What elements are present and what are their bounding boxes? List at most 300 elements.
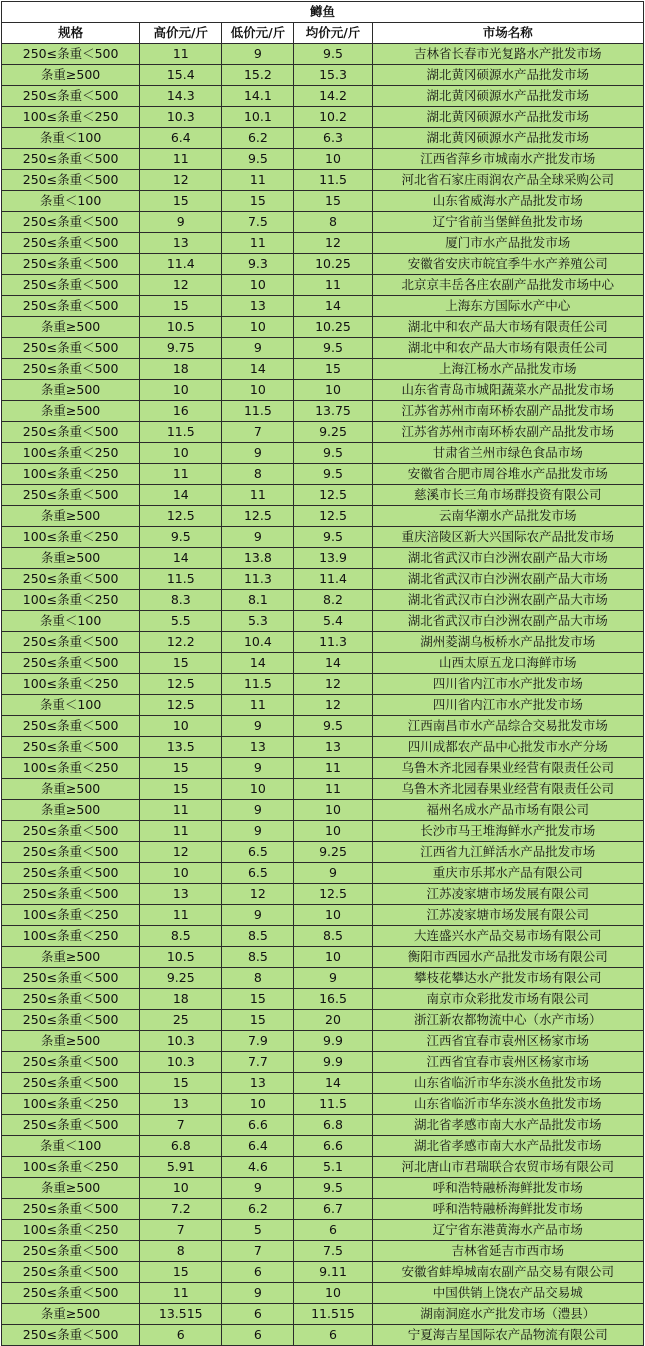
cell-low-price: 12 bbox=[222, 884, 294, 905]
cell-avg-price: 6 bbox=[294, 1325, 372, 1346]
cell-market: 湖北省武汉市白沙洲农副产品大市场 bbox=[372, 548, 643, 569]
table-row bbox=[2, 779, 644, 800]
cell-spec: 250≤条重＜500 bbox=[2, 359, 140, 380]
cell-market: 山东省临沂市华东淡水鱼批发市场 bbox=[372, 1073, 643, 1094]
table-row bbox=[2, 338, 644, 359]
cell-market: 上海江杨水产品批发市场 bbox=[372, 359, 643, 380]
table-row bbox=[2, 653, 644, 674]
cell-spec: 250≤条重＜500 bbox=[2, 1052, 140, 1073]
cell-spec: 250≤条重＜500 bbox=[2, 1262, 140, 1283]
cell-spec: 250≤条重＜500 bbox=[2, 275, 140, 296]
cell-spec: 条重≥500 bbox=[2, 779, 140, 800]
cell-market: 江西省宜春市袁州区杨家市场 bbox=[372, 1052, 643, 1073]
table-row bbox=[2, 1220, 644, 1241]
cell-high-price: 12 bbox=[140, 275, 222, 296]
cell-low-price: 9 bbox=[222, 905, 294, 926]
cell-avg-price: 10 bbox=[294, 1283, 372, 1304]
cell-low-price: 5.3 bbox=[222, 611, 294, 632]
cell-spec: 250≤条重＜500 bbox=[2, 1010, 140, 1031]
cell-spec: 250≤条重＜500 bbox=[2, 884, 140, 905]
cell-low-price: 7.7 bbox=[222, 1052, 294, 1073]
table-row bbox=[2, 44, 644, 65]
cell-market: 山西太原五龙口海鲜市场 bbox=[372, 653, 643, 674]
cell-high-price: 11.5 bbox=[140, 569, 222, 590]
cell-spec: 250≤条重＜500 bbox=[2, 233, 140, 254]
cell-spec: 100≤条重＜250 bbox=[2, 1157, 140, 1178]
cell-market: 湖北省武汉市白沙洲农副产品大市场 bbox=[372, 611, 643, 632]
cell-market: 湖南洞庭水产批发市场（澧县） bbox=[372, 1304, 643, 1325]
cell-avg-price: 10.25 bbox=[294, 317, 372, 338]
cell-low-price: 11.3 bbox=[222, 569, 294, 590]
cell-high-price: 13 bbox=[140, 1094, 222, 1115]
table-row bbox=[2, 422, 644, 443]
cell-low-price: 6.2 bbox=[222, 128, 294, 149]
cell-spec: 250≤条重＜500 bbox=[2, 716, 140, 737]
cell-spec: 250≤条重＜500 bbox=[2, 338, 140, 359]
table-row bbox=[2, 380, 644, 401]
table-row bbox=[2, 695, 644, 716]
cell-high-price: 10 bbox=[140, 716, 222, 737]
cell-spec: 250≤条重＜500 bbox=[2, 653, 140, 674]
cell-low-price: 11.5 bbox=[222, 401, 294, 422]
cell-low-price: 8 bbox=[222, 968, 294, 989]
cell-market: 乌鲁木齐北园春果业经营有限责任公司 bbox=[372, 758, 643, 779]
cell-market: 湖北黄冈硕源水产品批发市场 bbox=[372, 107, 643, 128]
header-low-price: 低价元/斤 bbox=[222, 23, 294, 44]
cell-spec: 100≤条重＜250 bbox=[2, 905, 140, 926]
cell-avg-price: 10 bbox=[294, 380, 372, 401]
cell-market: 湖北黄冈硕源水产品批发市场 bbox=[372, 86, 643, 107]
cell-high-price: 10 bbox=[140, 443, 222, 464]
cell-spec: 250≤条重＜500 bbox=[2, 737, 140, 758]
cell-spec: 条重≥500 bbox=[2, 65, 140, 86]
cell-avg-price: 14 bbox=[294, 653, 372, 674]
cell-spec: 250≤条重＜500 bbox=[2, 989, 140, 1010]
cell-avg-price: 9.5 bbox=[294, 464, 372, 485]
cell-avg-price: 11 bbox=[294, 779, 372, 800]
table-row bbox=[2, 443, 644, 464]
cell-low-price: 10 bbox=[222, 1094, 294, 1115]
cell-low-price: 10 bbox=[222, 317, 294, 338]
cell-market: 长沙市马王堆海鲜水产批发市场 bbox=[372, 821, 643, 842]
table-row bbox=[2, 968, 644, 989]
cell-spec: 250≤条重＜500 bbox=[2, 44, 140, 65]
cell-avg-price: 5.4 bbox=[294, 611, 372, 632]
table-row bbox=[2, 548, 644, 569]
cell-spec: 100≤条重＜250 bbox=[2, 758, 140, 779]
cell-market: 湖北黄冈硕源水产品批发市场 bbox=[372, 65, 643, 86]
cell-spec: 100≤条重＜250 bbox=[2, 527, 140, 548]
table-row bbox=[2, 569, 644, 590]
table-row bbox=[2, 926, 644, 947]
cell-market: 吉林省延吉市西市场 bbox=[372, 1241, 643, 1262]
cell-market: 江苏省苏州市南环桥农副产品批发市场 bbox=[372, 401, 643, 422]
cell-low-price: 9 bbox=[222, 443, 294, 464]
cell-low-price: 11 bbox=[222, 170, 294, 191]
table-row bbox=[2, 1073, 644, 1094]
cell-high-price: 15 bbox=[140, 1262, 222, 1283]
cell-market: 湖州菱湖乌板桥水产品批发市场 bbox=[372, 632, 643, 653]
cell-spec: 250≤条重＜500 bbox=[2, 1199, 140, 1220]
cell-high-price: 7 bbox=[140, 1220, 222, 1241]
cell-avg-price: 10 bbox=[294, 821, 372, 842]
table-row bbox=[2, 233, 644, 254]
cell-market: 中国供销上饶农产品交易城 bbox=[372, 1283, 643, 1304]
cell-avg-price: 14 bbox=[294, 1073, 372, 1094]
cell-high-price: 6.4 bbox=[140, 128, 222, 149]
cell-spec: 条重＜100 bbox=[2, 128, 140, 149]
cell-avg-price: 6.8 bbox=[294, 1115, 372, 1136]
cell-avg-price: 13.75 bbox=[294, 401, 372, 422]
cell-avg-price: 7.5 bbox=[294, 1241, 372, 1262]
table-row bbox=[2, 611, 644, 632]
cell-avg-price: 9 bbox=[294, 863, 372, 884]
cell-market: 辽宁省东港黄海水产品市场 bbox=[372, 1220, 643, 1241]
table-row bbox=[2, 863, 644, 884]
cell-spec: 250≤条重＜500 bbox=[2, 422, 140, 443]
cell-market: 江西南昌市水产品综合交易批发市场 bbox=[372, 716, 643, 737]
cell-market: 湖北中和农产品大市场有限责任公司 bbox=[372, 317, 643, 338]
cell-low-price: 13 bbox=[222, 296, 294, 317]
cell-low-price: 15 bbox=[222, 1010, 294, 1031]
cell-avg-price: 10 bbox=[294, 905, 372, 926]
table-row bbox=[2, 632, 644, 653]
cell-spec: 条重≥500 bbox=[2, 947, 140, 968]
cell-avg-price: 9.25 bbox=[294, 842, 372, 863]
cell-low-price: 7 bbox=[222, 422, 294, 443]
cell-market: 江苏凌家塘市场发展有限公司 bbox=[372, 884, 643, 905]
cell-spec: 条重≥500 bbox=[2, 401, 140, 422]
cell-low-price: 14.1 bbox=[222, 86, 294, 107]
cell-low-price: 6.6 bbox=[222, 1115, 294, 1136]
cell-high-price: 13.5 bbox=[140, 737, 222, 758]
cell-market: 慈溪市长三角市场群投资有限公司 bbox=[372, 485, 643, 506]
cell-low-price: 11.5 bbox=[222, 674, 294, 695]
cell-spec: 250≤条重＜500 bbox=[2, 842, 140, 863]
cell-spec: 条重≥500 bbox=[2, 1178, 140, 1199]
table-row bbox=[2, 401, 644, 422]
cell-spec: 250≤条重＜500 bbox=[2, 1241, 140, 1262]
table-row bbox=[2, 1136, 644, 1157]
cell-avg-price: 11 bbox=[294, 275, 372, 296]
cell-high-price: 10.3 bbox=[140, 1031, 222, 1052]
header-high-price: 高价元/斤 bbox=[140, 23, 222, 44]
cell-avg-price: 11.5 bbox=[294, 170, 372, 191]
table-row bbox=[2, 821, 644, 842]
cell-low-price: 8.5 bbox=[222, 947, 294, 968]
cell-avg-price: 11.4 bbox=[294, 569, 372, 590]
cell-market: 四川省内江市水产批发市场 bbox=[372, 674, 643, 695]
cell-low-price: 15.2 bbox=[222, 65, 294, 86]
cell-market: 攀枝花攀达水产批发市场有限公司 bbox=[372, 968, 643, 989]
table-row bbox=[2, 905, 644, 926]
cell-market: 上海东方国际水产中心 bbox=[372, 296, 643, 317]
cell-low-price: 6 bbox=[222, 1325, 294, 1346]
header-spec: 规格 bbox=[2, 23, 140, 44]
table-row bbox=[2, 149, 644, 170]
table-row bbox=[2, 170, 644, 191]
cell-market: 湖北省孝感市南大水产品批发市场 bbox=[372, 1136, 643, 1157]
table-row bbox=[2, 884, 644, 905]
cell-high-price: 10.5 bbox=[140, 947, 222, 968]
cell-avg-price: 14.2 bbox=[294, 86, 372, 107]
cell-low-price: 9 bbox=[222, 716, 294, 737]
cell-high-price: 5.91 bbox=[140, 1157, 222, 1178]
cell-spec: 条重≥500 bbox=[2, 317, 140, 338]
cell-spec: 250≤条重＜500 bbox=[2, 1283, 140, 1304]
title-row bbox=[2, 2, 644, 23]
cell-low-price: 6.5 bbox=[222, 863, 294, 884]
cell-market: 湖北中和农产品大市场有限责任公司 bbox=[372, 338, 643, 359]
cell-high-price: 11.4 bbox=[140, 254, 222, 275]
table-row bbox=[2, 1010, 644, 1031]
cell-spec: 100≤条重＜250 bbox=[2, 926, 140, 947]
cell-avg-price: 12.5 bbox=[294, 485, 372, 506]
cell-avg-price: 6.6 bbox=[294, 1136, 372, 1157]
cell-high-price: 15 bbox=[140, 779, 222, 800]
cell-avg-price: 12.5 bbox=[294, 506, 372, 527]
cell-market: 河北省石家庄雨润农产品全球采购公司 bbox=[372, 170, 643, 191]
cell-high-price: 15 bbox=[140, 1073, 222, 1094]
table-row bbox=[2, 1262, 644, 1283]
cell-market: 大连盛兴水产品交易市场有限公司 bbox=[372, 926, 643, 947]
table-row bbox=[2, 1199, 644, 1220]
cell-market: 呼和浩特融桥海鲜批发市场 bbox=[372, 1178, 643, 1199]
cell-market: 山东省青岛市城阳蔬菜水产品批发市场 bbox=[372, 380, 643, 401]
cell-low-price: 6.2 bbox=[222, 1199, 294, 1220]
cell-high-price: 6.8 bbox=[140, 1136, 222, 1157]
table-row bbox=[2, 716, 644, 737]
cell-avg-price: 10 bbox=[294, 800, 372, 821]
cell-avg-price: 14 bbox=[294, 296, 372, 317]
cell-market: 安徽省安庆市皖宜季牛水产养殖公司 bbox=[372, 254, 643, 275]
table-body bbox=[2, 44, 644, 1346]
table-row bbox=[2, 317, 644, 338]
cell-spec: 250≤条重＜500 bbox=[2, 632, 140, 653]
cell-market: 河北唐山市君瑞联合农贸市场有限公司 bbox=[372, 1157, 643, 1178]
cell-market: 乌鲁木齐北园春果业经营有限责任公司 bbox=[372, 779, 643, 800]
cell-market: 江苏省苏州市南环桥农副产品批发市场 bbox=[372, 422, 643, 443]
table-row bbox=[2, 1157, 644, 1178]
table-row bbox=[2, 1283, 644, 1304]
cell-low-price: 14 bbox=[222, 653, 294, 674]
table-row bbox=[2, 86, 644, 107]
cell-spec: 100≤条重＜250 bbox=[2, 107, 140, 128]
table-row bbox=[2, 1031, 644, 1052]
cell-avg-price: 8 bbox=[294, 212, 372, 233]
table-row bbox=[2, 275, 644, 296]
cell-avg-price: 9.5 bbox=[294, 443, 372, 464]
cell-market: 四川成都农产品中心批发市水产分场 bbox=[372, 737, 643, 758]
cell-market: 湖北省武汉市白沙洲农副产品大市场 bbox=[372, 569, 643, 590]
cell-low-price: 9.3 bbox=[222, 254, 294, 275]
table-row bbox=[2, 359, 644, 380]
table-row bbox=[2, 1052, 644, 1073]
cell-low-price: 7.9 bbox=[222, 1031, 294, 1052]
cell-low-price: 13 bbox=[222, 1073, 294, 1094]
cell-low-price: 4.6 bbox=[222, 1157, 294, 1178]
cell-high-price: 12.5 bbox=[140, 695, 222, 716]
cell-market: 福州名成水产品市场有限公司 bbox=[372, 800, 643, 821]
cell-spec: 条重＜100 bbox=[2, 611, 140, 632]
cell-avg-price: 12 bbox=[294, 233, 372, 254]
table-row bbox=[2, 107, 644, 128]
cell-avg-price: 20 bbox=[294, 1010, 372, 1031]
table-row bbox=[2, 1178, 644, 1199]
table-row bbox=[2, 674, 644, 695]
cell-spec: 250≤条重＜500 bbox=[2, 296, 140, 317]
table-row bbox=[2, 296, 644, 317]
cell-market: 安徽省蚌埠城南农副产品交易有限公司 bbox=[372, 1262, 643, 1283]
cell-low-price: 11 bbox=[222, 485, 294, 506]
cell-spec: 条重≥500 bbox=[2, 380, 140, 401]
cell-low-price: 7.5 bbox=[222, 212, 294, 233]
cell-avg-price: 12 bbox=[294, 695, 372, 716]
cell-market: 江西省九江鲜活水产品批发市场 bbox=[372, 842, 643, 863]
cell-avg-price: 6.7 bbox=[294, 1199, 372, 1220]
cell-high-price: 9.5 bbox=[140, 527, 222, 548]
table-row bbox=[2, 758, 644, 779]
cell-spec: 100≤条重＜250 bbox=[2, 464, 140, 485]
cell-high-price: 8.5 bbox=[140, 926, 222, 947]
cell-avg-price: 5.1 bbox=[294, 1157, 372, 1178]
cell-spec: 100≤条重＜250 bbox=[2, 674, 140, 695]
table-row bbox=[2, 464, 644, 485]
cell-high-price: 14 bbox=[140, 485, 222, 506]
cell-high-price: 11 bbox=[140, 464, 222, 485]
table-row bbox=[2, 989, 644, 1010]
cell-high-price: 10 bbox=[140, 380, 222, 401]
cell-low-price: 9 bbox=[222, 800, 294, 821]
cell-avg-price: 9.5 bbox=[294, 44, 372, 65]
cell-market: 北京京丰岳各庄农副产品批发市场中心 bbox=[372, 275, 643, 296]
cell-avg-price: 11.3 bbox=[294, 632, 372, 653]
cell-high-price: 15 bbox=[140, 653, 222, 674]
cell-avg-price: 10 bbox=[294, 947, 372, 968]
cell-spec: 条重＜100 bbox=[2, 191, 140, 212]
cell-avg-price: 9.11 bbox=[294, 1262, 372, 1283]
cell-low-price: 11 bbox=[222, 695, 294, 716]
cell-low-price: 13 bbox=[222, 737, 294, 758]
cell-high-price: 10.5 bbox=[140, 317, 222, 338]
cell-market: 安徽省合肥市周谷堆水产品批发市场 bbox=[372, 464, 643, 485]
cell-avg-price: 9.5 bbox=[294, 338, 372, 359]
cell-high-price: 10.3 bbox=[140, 107, 222, 128]
cell-market: 江苏凌家塘市场发展有限公司 bbox=[372, 905, 643, 926]
cell-low-price: 13.8 bbox=[222, 548, 294, 569]
cell-avg-price: 15 bbox=[294, 191, 372, 212]
cell-market: 山东省威海水产品批发市场 bbox=[372, 191, 643, 212]
cell-high-price: 9 bbox=[140, 212, 222, 233]
cell-market: 山东省临沂市华东淡水鱼批发市场 bbox=[372, 1094, 643, 1115]
cell-high-price: 11 bbox=[140, 905, 222, 926]
cell-market: 甘肃省兰州市绿色食品市场 bbox=[372, 443, 643, 464]
cell-high-price: 13 bbox=[140, 884, 222, 905]
cell-low-price: 7 bbox=[222, 1241, 294, 1262]
cell-low-price: 9.5 bbox=[222, 149, 294, 170]
cell-avg-price: 9.25 bbox=[294, 422, 372, 443]
cell-avg-price: 10.25 bbox=[294, 254, 372, 275]
cell-low-price: 15 bbox=[222, 191, 294, 212]
cell-market: 宁夏海吉星国际农产品物流有限公司 bbox=[372, 1325, 643, 1346]
cell-avg-price: 9 bbox=[294, 968, 372, 989]
cell-avg-price: 8.2 bbox=[294, 590, 372, 611]
cell-market: 江西省宜春市袁州区杨家市场 bbox=[372, 1031, 643, 1052]
table-row bbox=[2, 485, 644, 506]
cell-low-price: 14 bbox=[222, 359, 294, 380]
cell-avg-price: 10.2 bbox=[294, 107, 372, 128]
cell-low-price: 9 bbox=[222, 1178, 294, 1199]
cell-high-price: 11 bbox=[140, 821, 222, 842]
cell-spec: 100≤条重＜250 bbox=[2, 1094, 140, 1115]
cell-high-price: 9.25 bbox=[140, 968, 222, 989]
cell-avg-price: 12.5 bbox=[294, 884, 372, 905]
cell-high-price: 11 bbox=[140, 44, 222, 65]
cell-low-price: 6 bbox=[222, 1262, 294, 1283]
table-row bbox=[2, 527, 644, 548]
cell-low-price: 9 bbox=[222, 527, 294, 548]
cell-spec: 条重＜100 bbox=[2, 1136, 140, 1157]
cell-high-price: 10.3 bbox=[140, 1052, 222, 1073]
cell-avg-price: 12 bbox=[294, 674, 372, 695]
cell-market: 重庆涪陵区新大兴国际农产品批发市场 bbox=[372, 527, 643, 548]
cell-avg-price: 15.3 bbox=[294, 65, 372, 86]
cell-avg-price: 8.5 bbox=[294, 926, 372, 947]
cell-avg-price: 11.5 bbox=[294, 1094, 372, 1115]
cell-high-price: 11 bbox=[140, 800, 222, 821]
cell-high-price: 18 bbox=[140, 359, 222, 380]
table-row bbox=[2, 1115, 644, 1136]
cell-high-price: 5.5 bbox=[140, 611, 222, 632]
table-row bbox=[2, 65, 644, 86]
cell-low-price: 10 bbox=[222, 275, 294, 296]
table-row bbox=[2, 842, 644, 863]
cell-high-price: 13 bbox=[140, 233, 222, 254]
cell-high-price: 12.5 bbox=[140, 674, 222, 695]
header-row bbox=[2, 23, 644, 44]
cell-market: 吉林省长春市光复路水产批发市场 bbox=[372, 44, 643, 65]
cell-spec: 条重≥500 bbox=[2, 800, 140, 821]
table-row bbox=[2, 947, 644, 968]
cell-spec: 100≤条重＜250 bbox=[2, 590, 140, 611]
table-row bbox=[2, 1094, 644, 1115]
cell-market: 浙江新农都物流中心（水产市场） bbox=[372, 1010, 643, 1031]
table-row bbox=[2, 1304, 644, 1325]
cell-high-price: 15 bbox=[140, 758, 222, 779]
cell-market: 四川省内江市水产批发市场 bbox=[372, 695, 643, 716]
cell-high-price: 12.5 bbox=[140, 506, 222, 527]
table-row bbox=[2, 800, 644, 821]
cell-high-price: 15 bbox=[140, 191, 222, 212]
cell-spec: 条重≥500 bbox=[2, 506, 140, 527]
table-row bbox=[2, 191, 644, 212]
price-table bbox=[1, 1, 644, 1346]
cell-spec: 250≤条重＜500 bbox=[2, 569, 140, 590]
cell-high-price: 14.3 bbox=[140, 86, 222, 107]
cell-avg-price: 11.515 bbox=[294, 1304, 372, 1325]
cell-low-price: 8 bbox=[222, 464, 294, 485]
cell-market: 重庆市乐邦水产品有限公司 bbox=[372, 863, 643, 884]
cell-spec: 250≤条重＜500 bbox=[2, 863, 140, 884]
cell-spec: 100≤条重＜250 bbox=[2, 1220, 140, 1241]
table-title: 鳟鱼 bbox=[2, 2, 644, 23]
cell-avg-price: 6.3 bbox=[294, 128, 372, 149]
table-row bbox=[2, 737, 644, 758]
cell-spec: 250≤条重＜500 bbox=[2, 1325, 140, 1346]
cell-spec: 250≤条重＜500 bbox=[2, 968, 140, 989]
table-row bbox=[2, 1241, 644, 1262]
cell-high-price: 12 bbox=[140, 170, 222, 191]
